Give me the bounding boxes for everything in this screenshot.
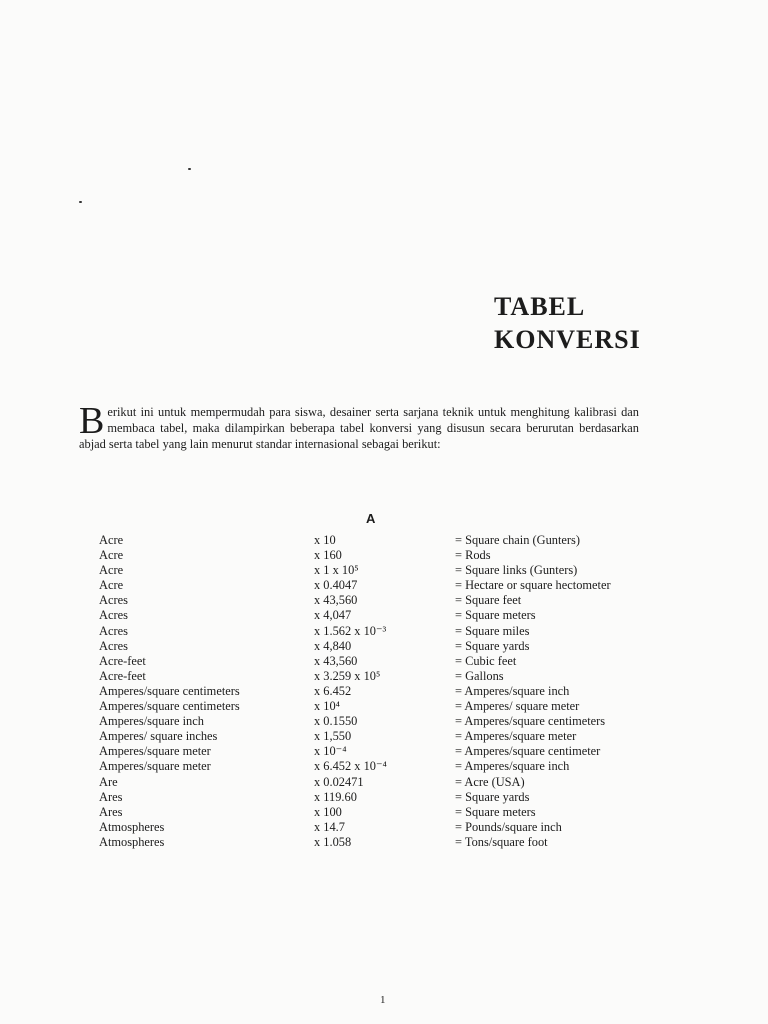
unit-cell: Amperes/ square inches xyxy=(99,729,218,744)
factor-cell: x 10⁴ xyxy=(314,699,341,714)
factor-cell: x 0.02471 xyxy=(314,774,364,789)
table-row xyxy=(99,744,659,759)
factor-cell: x 4,840 xyxy=(314,638,352,653)
result-cell: = Pounds/square inch xyxy=(455,819,562,834)
result-cell: = Square feet xyxy=(455,593,522,608)
unit-cell: Atmospheres xyxy=(99,834,165,849)
factor-cell: x 4,047 xyxy=(314,608,352,623)
table-row xyxy=(99,639,659,654)
unit-cell: Are xyxy=(99,774,118,789)
conversion-table xyxy=(99,533,659,850)
factor-cell: x 6.452 x 10⁻⁴ xyxy=(314,759,387,774)
result-cell: = Hectare or square hectometer xyxy=(455,578,611,593)
table-row xyxy=(99,835,659,850)
unit-cell: Acres xyxy=(99,608,128,623)
table-row xyxy=(99,699,659,714)
intro-paragraph xyxy=(79,400,639,452)
factor-cell: x 0.1550 xyxy=(314,714,358,729)
result-cell: = Square meters xyxy=(455,804,536,819)
factor-cell: x 10 xyxy=(314,533,336,547)
table-row xyxy=(99,714,659,729)
unit-cell: Acre xyxy=(99,533,124,547)
page-title xyxy=(494,290,641,356)
table-row xyxy=(99,820,659,835)
unit-cell: Ares xyxy=(99,804,123,819)
table-row xyxy=(99,654,659,669)
result-cell: = Cubic feet xyxy=(455,653,517,668)
unit-cell: Ares xyxy=(99,789,123,804)
unit-cell: Amperes/square centimeters xyxy=(99,699,240,714)
result-cell: = Tons/square foot xyxy=(455,834,548,849)
factor-cell: x 1 x 10⁵ xyxy=(314,563,359,578)
scan-speck xyxy=(188,168,191,170)
result-cell: = Square yards xyxy=(455,638,530,653)
factor-cell: x 1.058 xyxy=(314,834,352,849)
table-row xyxy=(99,563,659,578)
table-row xyxy=(99,533,659,548)
section-heading: A xyxy=(366,511,376,526)
title-line-1: TABEL xyxy=(494,292,586,321)
unit-cell: Acre-feet xyxy=(99,668,146,683)
unit-cell: Acre xyxy=(99,563,124,578)
factor-cell: x 1,550 xyxy=(314,729,352,744)
scan-speck xyxy=(79,201,82,203)
unit-cell: Acres xyxy=(99,623,128,638)
unit-cell: Acres xyxy=(99,593,128,608)
unit-cell: Acre xyxy=(99,548,124,563)
factor-cell: x 6.452 xyxy=(314,683,352,698)
result-cell: = Square miles xyxy=(455,623,530,638)
factor-cell: x 14.7 xyxy=(314,819,345,834)
result-cell: = Amperes/square centimeter xyxy=(455,744,601,759)
table-row xyxy=(99,578,659,593)
table-row xyxy=(99,669,659,684)
result-cell: = Square links (Gunters) xyxy=(455,563,578,578)
factor-cell: x 160 xyxy=(314,548,342,563)
unit-cell: Amperes/square centimeters xyxy=(99,683,240,698)
table-row xyxy=(99,790,659,805)
result-cell: = Amperes/square inch xyxy=(455,759,570,774)
table-row xyxy=(99,759,659,774)
table-row xyxy=(99,684,659,699)
result-cell: = Amperes/square inch xyxy=(455,683,570,698)
result-cell: = Gallons xyxy=(455,668,504,683)
result-cell: = Square meters xyxy=(455,608,536,623)
title-line-2: KONVERSI xyxy=(494,325,641,354)
page-number: 1 xyxy=(380,994,386,1006)
factor-cell: x 100 xyxy=(314,804,342,819)
unit-cell: Amperes/square meter xyxy=(99,759,211,774)
drop-cap: B xyxy=(79,400,105,442)
unit-cell: Acre-feet xyxy=(99,653,146,668)
factor-cell: x 10⁻⁴ xyxy=(314,744,347,759)
result-cell: = Square yards xyxy=(455,789,530,804)
table-row xyxy=(99,805,659,820)
result-cell: = Rods xyxy=(455,548,491,563)
factor-cell: x 43,560 xyxy=(314,593,358,608)
table-row xyxy=(99,624,659,639)
table-row xyxy=(99,608,659,623)
result-cell: = Amperes/square meter xyxy=(455,729,577,744)
result-cell: = Amperes/square centimeters xyxy=(455,714,606,729)
unit-cell: Amperes/square inch xyxy=(99,714,204,729)
table-row xyxy=(99,729,659,744)
intro-text: erikut ini untuk mempermudah para siswa, desainer serta sarjana teknik untuk menghitung kalibrasi dan membaca tabel, maka dilampirkan beberapa tabel konversi yang disusun secara berurutan berdasarkan abjad serta tabel yang lain menurut standar internasional sebagai berikut: xyxy=(79,405,639,451)
unit-cell: Atmospheres xyxy=(99,819,165,834)
result-cell: = Acre (USA) xyxy=(455,774,525,789)
factor-cell: x 3.259 x 10⁵ xyxy=(314,668,381,683)
result-cell: = Square chain (Gunters) xyxy=(455,533,581,547)
table-row xyxy=(99,548,659,563)
unit-cell: Acre xyxy=(99,578,124,593)
table-row xyxy=(99,593,659,608)
unit-cell: Acres xyxy=(99,638,128,653)
factor-cell: x 1.562 x 10⁻³ xyxy=(314,623,387,638)
factor-cell: x 0.4047 xyxy=(314,578,358,593)
table-row xyxy=(99,775,659,790)
factor-cell: x 119.60 xyxy=(314,789,357,804)
factor-cell: x 43,560 xyxy=(314,653,358,668)
result-cell: = Amperes/ square meter xyxy=(455,699,580,714)
unit-cell: Amperes/square meter xyxy=(99,744,211,759)
